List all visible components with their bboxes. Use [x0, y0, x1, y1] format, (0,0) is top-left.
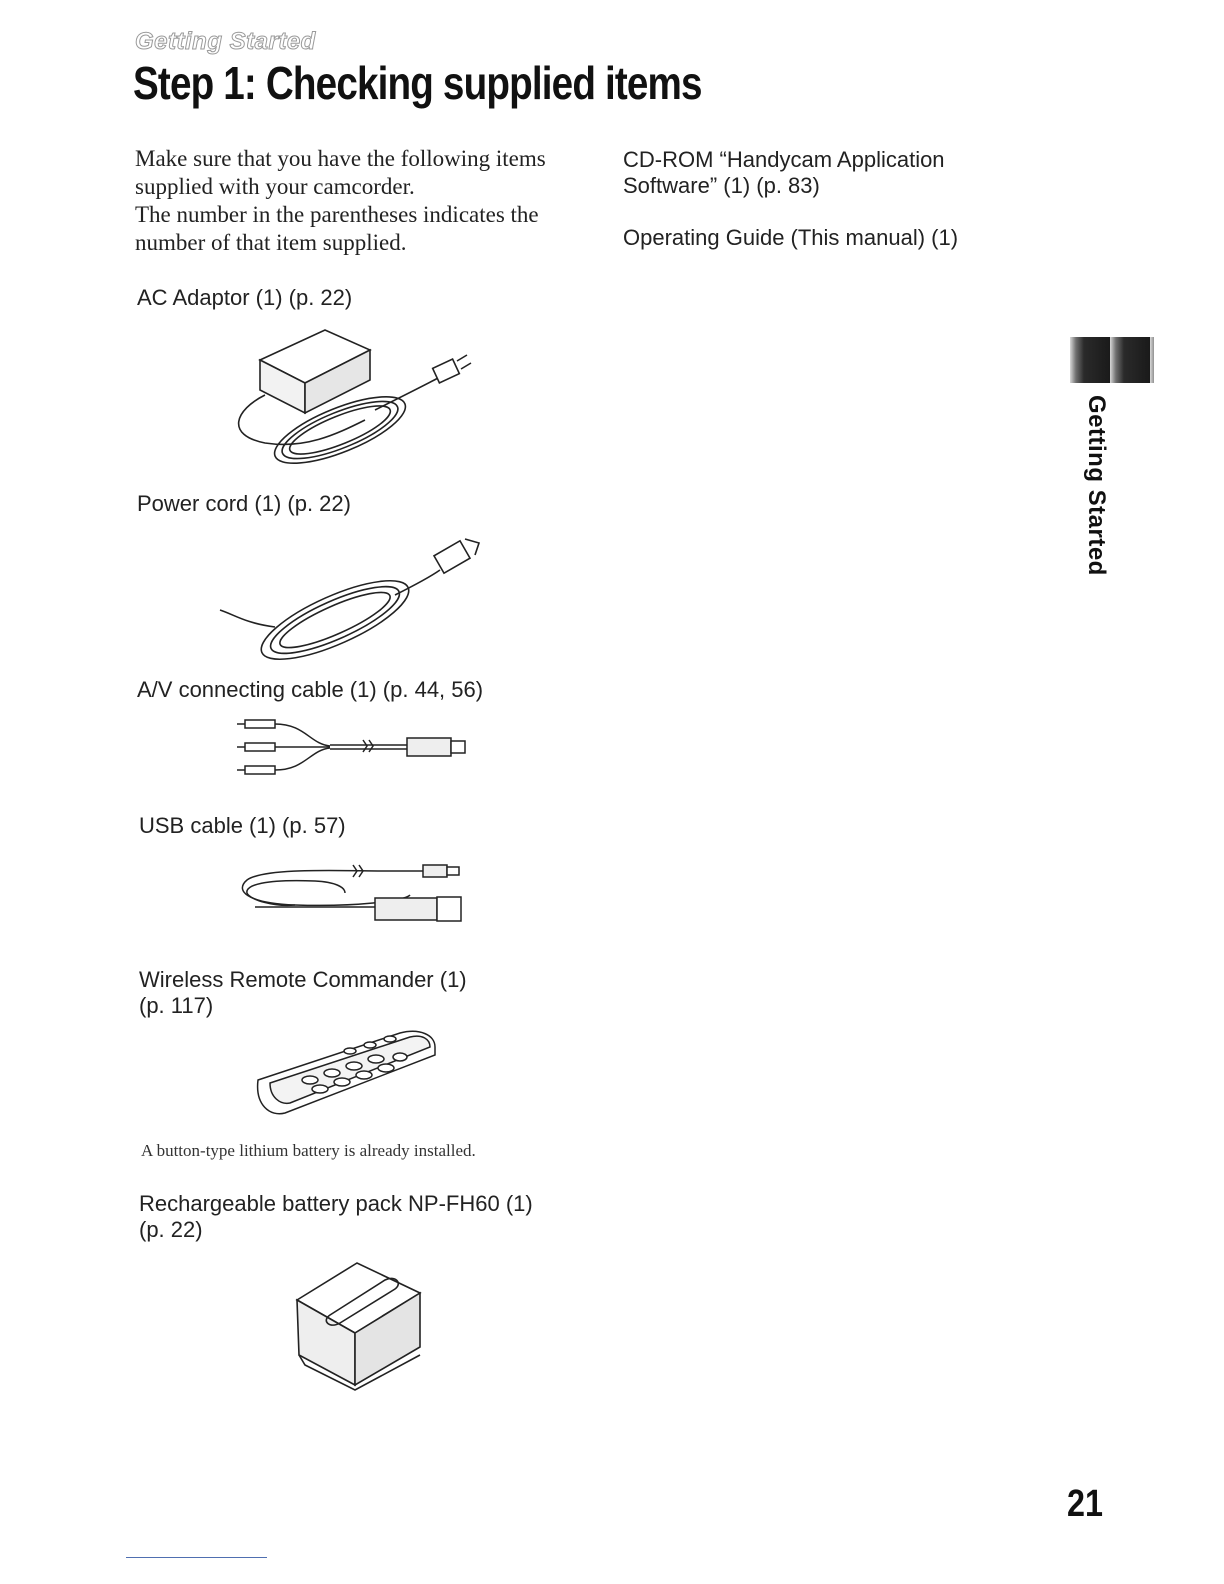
- page-number: 21: [1067, 1483, 1103, 1525]
- footer-divider: [126, 1557, 267, 1558]
- remote-label-line1: Wireless Remote Commander (1): [139, 967, 467, 992]
- av-cable-illustration: [235, 712, 475, 782]
- battery-label-line1: Rechargeable battery pack NP-FH60 (1): [139, 1191, 533, 1216]
- cd-rom-label-line2: Software” (1) (p. 83): [623, 173, 820, 198]
- ac-adaptor-illustration: [225, 325, 475, 475]
- side-tab-label: Getting Started: [1083, 395, 1110, 576]
- battery-label: [139, 1191, 533, 1243]
- cd-rom-label-line1: CD-ROM “Handycam Application: [623, 147, 945, 172]
- power-cord-illustration: [215, 525, 490, 665]
- remote-note: A button-type lithium battery is already installed.: [141, 1141, 476, 1160]
- section-header: Getting Started: [135, 28, 316, 55]
- remote-label-line2: (p. 117): [139, 993, 214, 1018]
- power-cord-label: Power cord (1) (p. 22): [137, 491, 351, 516]
- intro-paragraph-1: Make sure that you have the following items supplied with your camcorder.: [135, 146, 546, 199]
- av-cable-label: A/V connecting cable (1) (p. 44, 56): [137, 677, 484, 702]
- usb-cable-illustration: [235, 855, 475, 935]
- intro-paragraph-2: The number in the parentheses indicates the number of that item supplied.: [135, 202, 539, 255]
- page-title: Step 1: Checking supplied items: [133, 57, 702, 109]
- battery-pack-illustration: [285, 1255, 430, 1395]
- battery-label-line2: (p. 22): [139, 1217, 203, 1242]
- operating-guide-label: Operating Guide (This manual) (1): [623, 225, 959, 250]
- remote-commander-illustration: [250, 1025, 445, 1120]
- side-tab-marker: [1070, 337, 1154, 383]
- intro-text: [135, 145, 575, 257]
- usb-cable-label: USB cable (1) (p. 57): [139, 813, 346, 838]
- ac-adaptor-label: AC Adaptor (1) (p. 22): [137, 285, 353, 310]
- remote-label: [139, 967, 467, 1019]
- cd-rom-label: [623, 147, 945, 199]
